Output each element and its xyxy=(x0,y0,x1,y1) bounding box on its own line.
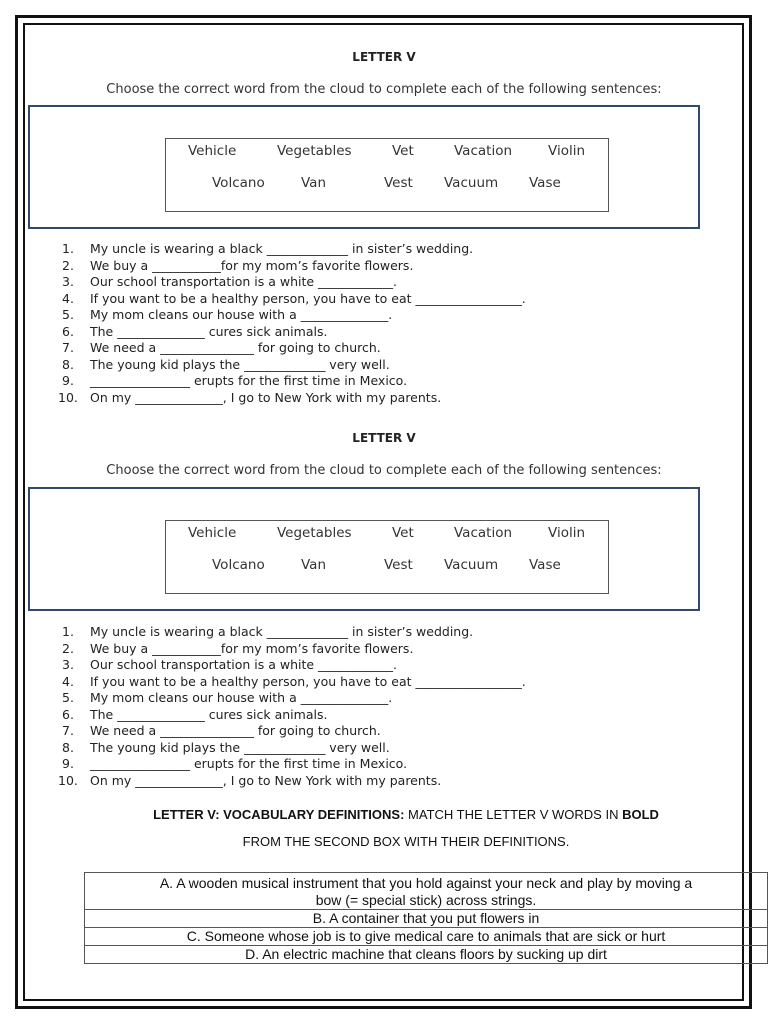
table-row xyxy=(85,873,768,910)
word-vehicle: Vehicle xyxy=(188,143,237,159)
word-volcano: Volcano xyxy=(212,175,265,191)
definitions-subheading: FROM THE SECOND BOX WITH THEIR DEFINITIONS. xyxy=(242,834,570,849)
sentence-item: 1. My uncle is wearing a black _____________ in sister’s wedding. xyxy=(62,241,474,256)
word-violin: Violin xyxy=(548,143,586,159)
sentence-item: 10. On my ______________, I go to New York with my parents. xyxy=(58,389,442,405)
section-title: LETTER V xyxy=(352,50,416,64)
table-row xyxy=(85,910,768,928)
sentence-item: 9. ________________ erupts for the first time in Mexico. xyxy=(62,373,408,388)
word-vegetables: Vegetables xyxy=(277,525,352,541)
word-vase: Vase xyxy=(529,175,561,191)
definition-b: B. A container that you put flowers in xyxy=(85,910,768,928)
sentence-item: 4. If you want to be a healthy person, you have to eat _________________. xyxy=(62,673,526,689)
word-cloud-box xyxy=(165,138,609,212)
instruction-text: Choose the correct word from the cloud to complete each of the following sentences: xyxy=(106,463,662,478)
section-title: LETTER V xyxy=(352,431,416,445)
sentence-item: 8. The young kid plays the _____________ very well. xyxy=(62,356,390,372)
definition-a: A. A wooden musical instrument that you hold against your neck and play by moving a bow (= special stick) across strings. xyxy=(85,873,768,910)
word-vest: Vest xyxy=(384,557,413,573)
sentence-item: 2. We buy a ___________for my mom’s favorite flowers. xyxy=(62,257,414,273)
sentence-item: 9. ________________ erupts for the first time in Mexico. xyxy=(62,756,408,771)
word-vacuum: Vacuum xyxy=(444,557,499,573)
word-cloud-box xyxy=(165,520,609,594)
sentence-item: 3. Our school transportation is a white ____________. xyxy=(62,657,398,672)
definitions-table xyxy=(84,872,768,964)
word-van: Van xyxy=(301,175,327,191)
word-vet: Vet xyxy=(392,143,414,159)
sentence-item: 7. We need a _______________ for going to church. xyxy=(62,340,381,355)
sentence-item: 6. The ______________ cures sick animals. xyxy=(62,323,328,339)
word-volcano: Volcano xyxy=(212,557,265,573)
definitions-heading: LETTER V: VOCABULARY DEFINITIONS: MATCH THE LETTER V WORDS IN BOLD xyxy=(153,807,659,822)
sentence-item: 6. The ______________ cures sick animals. xyxy=(62,706,328,722)
word-violin: Violin xyxy=(548,525,586,541)
instruction-text: Choose the correct word from the cloud to complete each of the following sentences: xyxy=(106,82,662,97)
word-vacuum: Vacuum xyxy=(444,175,499,191)
table-row xyxy=(85,946,768,964)
word-vacation: Vacation xyxy=(454,143,513,159)
definition-c: C. Someone whose job is to give medical care to animals that are sick or hurt xyxy=(85,928,768,946)
sentence-item: 5. My mom cleans our house with a ______________. xyxy=(62,307,393,322)
word-vest: Vest xyxy=(384,175,413,191)
word-vase: Vase xyxy=(529,557,561,573)
sentence-item: 3. Our school transportation is a white ____________. xyxy=(62,274,398,289)
sentence-item: 1. My uncle is wearing a black _____________ in sister’s wedding. xyxy=(62,624,474,639)
sentence-item: 5. My mom cleans our house with a ______________. xyxy=(62,690,393,705)
sentence-item: 8. The young kid plays the _____________ very well. xyxy=(62,739,390,755)
word-vegetables: Vegetables xyxy=(277,143,352,159)
definition-d: D. An electric machine that cleans floors by sucking up dirt xyxy=(85,946,768,964)
word-vacation: Vacation xyxy=(454,525,513,541)
table-row xyxy=(85,928,768,946)
sentence-item: 10. On my ______________, I go to New York with my parents. xyxy=(58,772,442,788)
sentence-list xyxy=(58,624,526,789)
word-vehicle: Vehicle xyxy=(188,525,237,541)
word-van: Van xyxy=(301,557,327,573)
sentence-item: 7. We need a _______________ for going to church. xyxy=(62,723,381,738)
sentence-item: 4. If you want to be a healthy person, you have to eat _________________. xyxy=(62,290,526,306)
sentence-item: 2. We buy a ___________for my mom’s favorite flowers. xyxy=(62,640,414,656)
sentence-list xyxy=(58,241,526,406)
word-vet: Vet xyxy=(392,525,414,541)
